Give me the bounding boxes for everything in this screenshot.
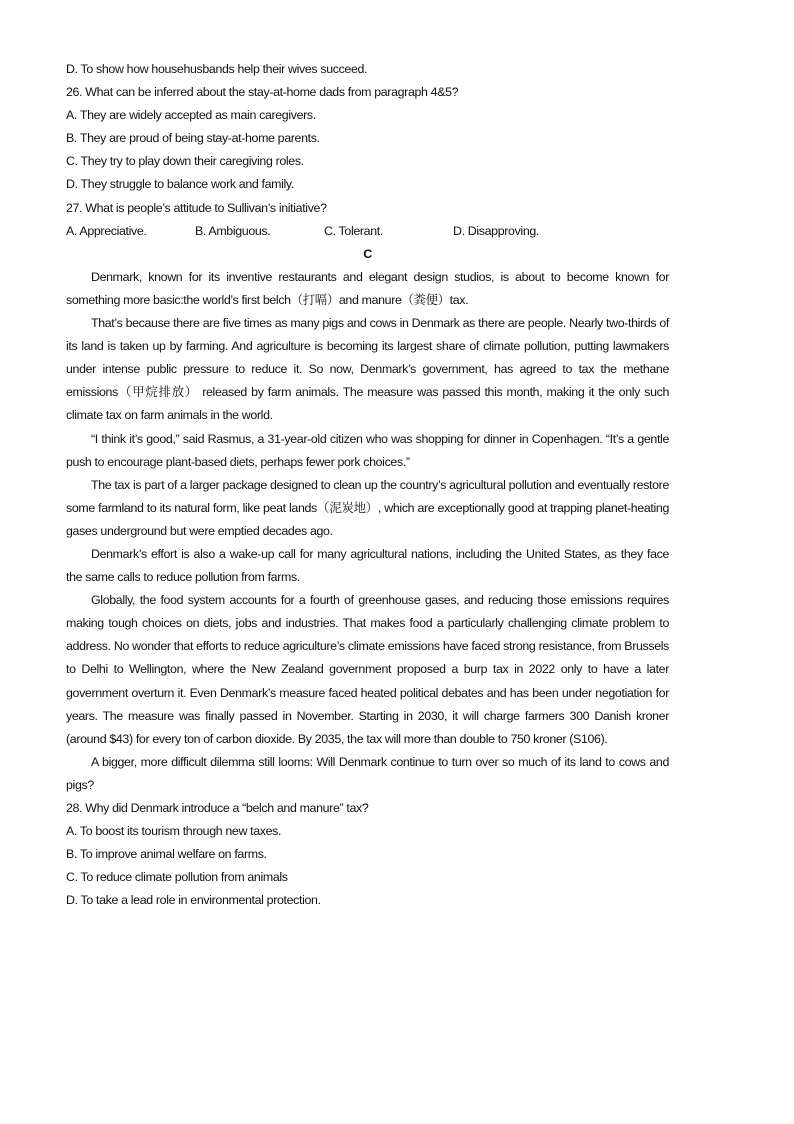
question-28-option-a: A. To boost its tourism through new taxes. — [66, 824, 282, 839]
question-27-option-d: D. Disapproving. — [453, 223, 539, 238]
question-27-option-a: A. Appreciative. — [66, 223, 147, 238]
option-d-prev: D. To show how househusbands help their wives succeed. — [66, 62, 368, 76]
passage-paragraph-1: Denmark, known for its inventive restaurants and elegant design studios, is about to become known for something more basic:the world’s first belch（打嗝）and manure（粪便）tax. — [66, 269, 669, 307]
question-28-option-d: D. To take a lead role in environmental protection. — [66, 893, 321, 908]
question-28-option-c: C. To reduce climate pollution from animals — [66, 870, 288, 885]
question-26-option-b: B. They are proud of being stay-at-home parents. — [66, 131, 320, 146]
question-27-options — [66, 220, 669, 243]
passage-paragraph-3: “I think it’s good,” said Rasmus, a 31-year-old citizen who was shopping for dinner in Copenhagen. “It’s a gentle push to encourage plant-based diets, perhaps fewer pork choices.” — [66, 431, 669, 469]
question-27-option-c: C. Tolerant. — [324, 223, 383, 238]
question-26-stem: 26. What can be inferred about the stay-at-home dads from paragraph 4&5? — [66, 85, 459, 100]
passage-paragraph-5: Denmark’s effort is also a wake-up call for many agricultural nations, including the United States, as they face the same calls to reduce pollution from farms. — [66, 546, 669, 585]
section-heading: C — [363, 246, 372, 261]
question-26-option-d: D. They struggle to balance work and family. — [66, 177, 294, 192]
passage-paragraph-7: A bigger, more difficult dilemma still looms: Will Denmark continue to turn over so much of its land to cows and pigs? — [66, 754, 669, 792]
question-26-option-c: C. They try to play down their caregiving roles. — [66, 154, 304, 169]
question-27-option-b: B. Ambiguous. — [195, 223, 271, 238]
passage-paragraph-2: That’s because there are five times as many pigs and cows in Denmark as there are people. Nearly two-thirds of its land is taken up by farming. And agriculture is becoming its largest share of climate pollution, putting lawmakers under intense public pressure to reduce it. So now, Denmark’s government, has agreed to tax the methane emissions（甲烷排放） released by farm animals. The measure was passed this month, making it the only such climate tax on farm animals in the world. — [66, 316, 669, 423]
exam-page — [66, 58, 669, 912]
passage — [66, 266, 669, 797]
passage-paragraph-4: The tax is part of a larger package designed to clean up the country’s agricultural pollution and eventually restore some farmland to its natural form, like peat lands（泥炭地）, which are exceptionally good at trapping planet-heating gases underground but were emptied decades ago. — [66, 477, 669, 538]
question-26-option-a: A. They are widely accepted as main caregivers. — [66, 108, 316, 123]
question-28-stem: 28. Why did Denmark introduce a “belch and manure” tax? — [66, 801, 369, 815]
passage-paragraph-6: Globally, the food system accounts for a fourth of greenhouse gases, and reducing those emissions requires making tough choices on diets, jobs and industries. That makes food a particularly challenging climate problem to address. No wonder that efforts to reduce agriculture’s climate emissions have faced strong resistance, from Brussels to Delhi to Wellington, where the New Zealand government proposed a burp tax in 2022 only to have a later government overturn it. Even Denmark’s measure faced heated political debates and has been under negotiation for years. The measure was finally passed in November. Starting in 2030, it will charge farmers 300 Danish kroner (around $43) for every ton of carbon dioxide. By 2035, the tax will more than double to 750 kroner (S106). — [66, 593, 669, 746]
question-28-option-b: B. To improve animal welfare on farms. — [66, 847, 267, 862]
question-27-stem: 27. What is people’s attitude to Sullivan’s initiative? — [66, 200, 327, 215]
